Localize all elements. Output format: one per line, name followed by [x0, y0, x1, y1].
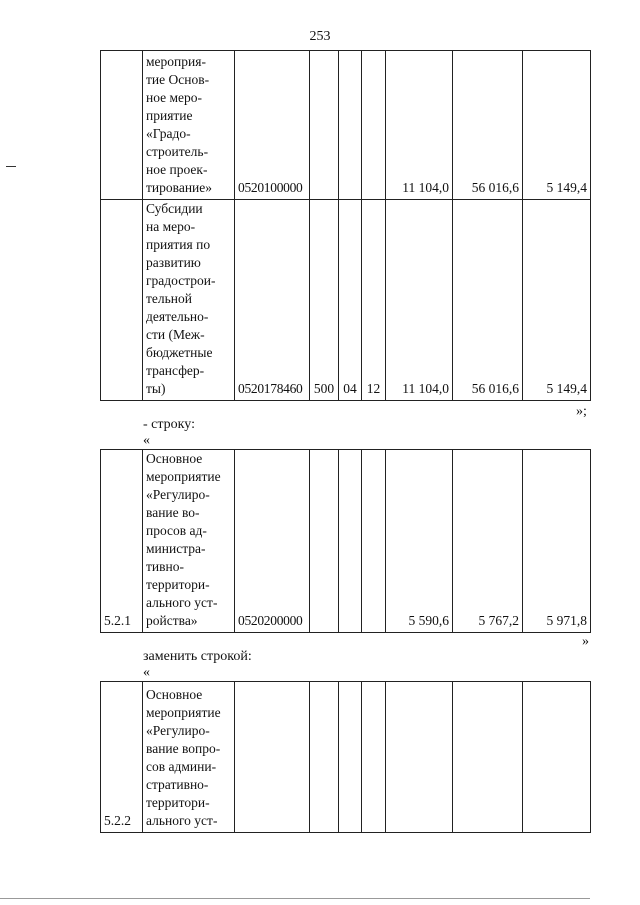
row-value-3: 5 149,4 [523, 51, 591, 200]
row-index [101, 200, 143, 401]
row-c3 [362, 450, 386, 633]
footer-rule [0, 898, 590, 899]
row-value-1: 11 104,0 [386, 200, 453, 401]
closing-quote: »; [576, 404, 587, 419]
row-name: Субсидии на меро- приятия по развитию градострои- тельной деятельно- сти (Меж- бюджетные трансфер- ты) [143, 200, 235, 401]
row-code: 0520200000 [235, 450, 310, 633]
row-index [101, 51, 143, 200]
row-value-3: 5 971,8 [523, 450, 591, 633]
row-c3 [362, 51, 386, 200]
row-c1: 500 [310, 200, 339, 401]
row-code: 0520178460 [235, 200, 310, 401]
row-value-2 [453, 682, 523, 833]
table-row [101, 682, 591, 833]
row-c1 [310, 450, 339, 633]
row-c2 [339, 682, 362, 833]
row-value-2: 5 767,2 [453, 450, 523, 633]
row-name: мероприя- тие Основ- ное меро- приятие «Градо- строитель- ное проек- тирование» [143, 51, 235, 200]
row-c3: 12 [362, 200, 386, 401]
row-value-1: 11 104,0 [386, 51, 453, 200]
row-name: Основное мероприятие «Регулиро- вание вопро- сов админи- стративно- территори- ального уст- [143, 682, 235, 833]
row-c2 [339, 450, 362, 633]
table-row [101, 51, 591, 200]
budget-table-1 [100, 50, 591, 401]
row-index: 5.2.1 [101, 450, 143, 633]
line-label: - строку: [143, 417, 195, 432]
row-value-2: 56 016,6 [453, 200, 523, 401]
row-code [235, 682, 310, 833]
budget-table-3 [100, 681, 591, 833]
row-value-2: 56 016,6 [453, 51, 523, 200]
row-c1 [310, 682, 339, 833]
row-index: 5.2.2 [101, 682, 143, 833]
margin-mark [6, 166, 16, 167]
row-value-3: 5 149,4 [523, 200, 591, 401]
row-c1 [310, 51, 339, 200]
table-row [101, 450, 591, 633]
row-value-3 [523, 682, 591, 833]
opening-quote: « [143, 433, 150, 448]
row-c2: 04 [339, 200, 362, 401]
row-c2 [339, 51, 362, 200]
table-row [101, 200, 591, 401]
budget-table-2 [100, 449, 591, 633]
row-name: Основное мероприятие «Регулиро- вание во- просов ад- министра- тивно- территори- ального уст- ройства» [143, 450, 235, 633]
closing-quote: » [582, 634, 589, 649]
row-value-1: 5 590,6 [386, 450, 453, 633]
page-number: 253 [309, 29, 331, 44]
opening-quote: « [143, 665, 150, 680]
replace-label: заменить строкой: [143, 649, 252, 664]
row-value-1 [386, 682, 453, 833]
row-c3 [362, 682, 386, 833]
row-code: 0520100000 [235, 51, 310, 200]
